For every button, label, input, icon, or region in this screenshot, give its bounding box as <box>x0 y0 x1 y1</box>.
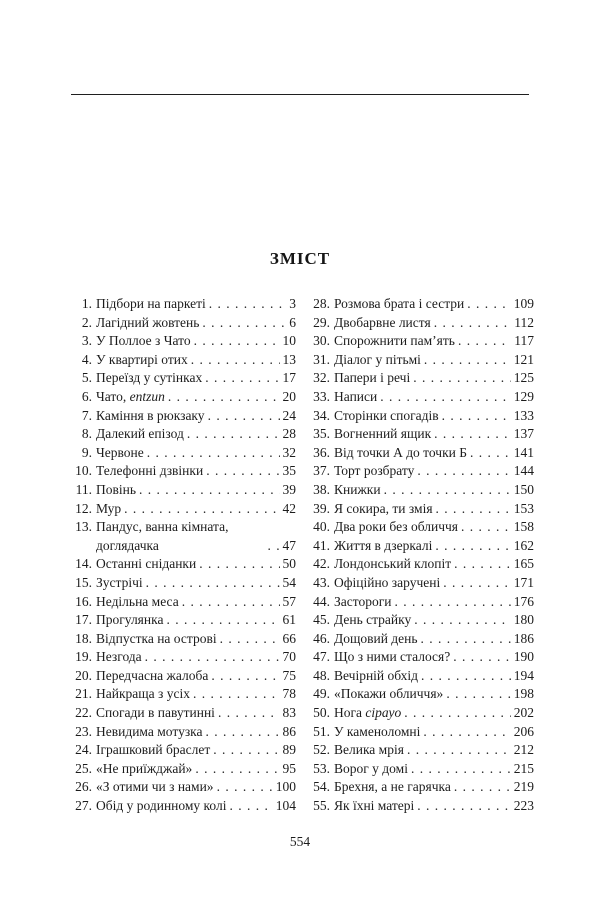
dot-leader <box>145 648 280 667</box>
toc-entry <box>306 388 534 407</box>
toc-entry-page: 133 <box>513 407 534 423</box>
toc-entry-number: 46. <box>313 630 330 646</box>
dot-leader <box>384 481 511 500</box>
toc-entry-number: 24. <box>75 742 92 758</box>
toc-entry-page: 42 <box>282 500 296 516</box>
toc-entry-title: Лондонський клопіт <box>334 556 452 572</box>
toc-entry-title: Недільна меса <box>96 593 179 609</box>
toc-entry <box>68 667 296 686</box>
toc-entry-page: 223 <box>513 798 534 814</box>
toc-entry-title: Брехня, а не гарячка <box>334 779 451 795</box>
toc-column-left <box>68 295 296 816</box>
contents-title: ЗМІСТ <box>269 249 331 268</box>
toc-entry-number: 50. <box>313 705 330 721</box>
toc-entry-number: 22. <box>75 705 92 721</box>
toc-entry <box>68 611 296 630</box>
toc-entry <box>68 295 296 314</box>
toc-entry-number: 7. <box>81 407 92 423</box>
toc-entry <box>68 351 296 370</box>
dot-leader <box>442 407 511 426</box>
toc-entry-page: 28 <box>282 426 296 442</box>
dot-leader <box>139 481 279 500</box>
dot-leader <box>182 593 280 612</box>
toc-entry-page: 61 <box>282 612 296 628</box>
toc-entry-number: 26. <box>75 779 92 795</box>
toc-entry <box>306 500 534 519</box>
toc-entry-title: Я сокира, ти змія <box>334 500 433 516</box>
toc-entry-page: 121 <box>513 351 534 367</box>
toc-entry-page: 70 <box>282 649 296 665</box>
toc-entry-page: 144 <box>513 463 534 479</box>
dot-leader <box>435 537 510 556</box>
toc-entry-number: 35. <box>313 426 330 442</box>
dot-leader <box>423 723 510 742</box>
toc-entry-number: 6. <box>81 388 92 404</box>
toc-entry-number: 38. <box>313 481 330 497</box>
toc-entry-page: 129 <box>513 388 534 404</box>
toc-entry-page: 198 <box>513 686 534 702</box>
toc-entry-page: 10 <box>282 333 296 349</box>
dot-leader <box>470 444 511 463</box>
dot-leader <box>434 425 511 444</box>
toc-entry-page: 39 <box>282 481 296 497</box>
toc-entry-page: 190 <box>513 649 534 665</box>
toc-entry-title: Торт розбрату <box>334 463 415 479</box>
toc-entry-title: «З отими чи з нами» <box>96 779 214 795</box>
toc-entry-page: 112 <box>514 314 534 330</box>
toc-entry-number: 8. <box>81 426 92 442</box>
toc-entry <box>68 741 296 760</box>
dot-leader <box>220 630 280 649</box>
dot-leader <box>199 555 279 574</box>
toc-entry-page: 47 <box>282 537 296 553</box>
toc-entry-title: Підбори на паркеті <box>96 296 206 311</box>
dot-leader <box>166 611 279 630</box>
toc-entry <box>306 667 534 686</box>
toc-entry-number: 31. <box>313 351 330 367</box>
toc-entry-page: 186 <box>513 630 534 646</box>
toc-entry-title: Вечірній обхід <box>334 667 418 683</box>
toc-entry-number: 19. <box>75 649 92 665</box>
toc-entry-number: 20. <box>75 667 92 683</box>
dot-leader <box>467 295 510 314</box>
toc-entry-page: 20 <box>282 388 296 404</box>
toc-entry-title: У Поллое з Чато <box>96 333 191 349</box>
toc-entry-page: 162 <box>513 537 534 553</box>
toc-entry-number: 27. <box>75 798 92 814</box>
dot-leader <box>436 500 511 519</box>
table-of-contents <box>68 295 534 816</box>
toc-entry-number: 37. <box>313 463 330 479</box>
toc-entry <box>306 704 534 723</box>
toc-entry-title: У каменоломні <box>334 723 421 739</box>
dot-leader <box>417 462 510 481</box>
toc-entry-title: Дощовий день <box>334 630 418 646</box>
toc-entry-page: 176 <box>513 593 534 609</box>
dot-leader <box>230 797 273 816</box>
dot-leader <box>206 462 279 481</box>
dot-leader <box>193 685 280 704</box>
toc-entry-number: 30. <box>313 333 330 349</box>
toc-entry-title: Офіційно заручені <box>334 574 441 590</box>
toc-entry-title: Іграшковий браслет <box>96 742 211 758</box>
toc-entry-title: Передчасна жалоба <box>96 667 209 683</box>
toc-entry-page: 78 <box>282 686 296 702</box>
dot-leader <box>407 741 511 760</box>
toc-entry-number: 54. <box>313 779 330 795</box>
toc-entry-page: 66 <box>282 630 296 646</box>
toc-entry-page: 117 <box>514 333 534 349</box>
toc-entry-page: 75 <box>282 667 296 683</box>
dot-leader <box>146 574 280 593</box>
toc-entry <box>68 388 296 407</box>
toc-entry-number: 43. <box>313 574 330 590</box>
dot-leader <box>421 667 511 686</box>
toc-entry-page: 83 <box>282 705 296 721</box>
toc-entry-number: 41. <box>313 537 330 553</box>
toc-entry <box>306 462 534 481</box>
toc-entry-title: Лагідний жовтень <box>96 314 200 330</box>
toc-entry-page: 165 <box>513 556 534 572</box>
toc-entry-title: Два роки без обличчя <box>334 519 459 535</box>
toc-entry <box>306 723 534 742</box>
toc-entry-title: Далекий епізод <box>96 426 184 442</box>
toc-entry <box>68 444 296 463</box>
toc-entry <box>306 778 534 797</box>
toc-entry <box>68 723 296 742</box>
dot-leader <box>424 351 511 370</box>
toc-entry-number: 28. <box>313 296 330 311</box>
toc-entry <box>306 741 534 760</box>
toc-entry-number: 33. <box>313 388 330 404</box>
toc-entry-number: 42. <box>313 556 330 572</box>
dot-leader <box>461 518 511 537</box>
toc-entry-page: 50 <box>282 556 296 572</box>
toc-entry-page: 125 <box>513 370 534 386</box>
toc-entry <box>306 630 534 649</box>
toc-entry-title: «Не приїжджай» <box>96 760 193 776</box>
toc-entry-page: 104 <box>275 798 296 814</box>
toc-entry <box>68 500 296 519</box>
toc-entry-page: 32 <box>282 444 296 460</box>
toc-entry-number: 1. <box>81 296 92 311</box>
toc-entry-title: Пандус, ванна кімната, доглядачка <box>96 519 229 553</box>
dot-leader <box>394 593 510 612</box>
toc-entry-page: 6 <box>289 314 296 330</box>
toc-entry <box>306 332 534 351</box>
toc-entry <box>68 462 296 481</box>
toc-entry-title: Обід у родинному колі <box>96 798 227 814</box>
toc-entry-number: 14. <box>75 556 92 572</box>
toc-entry-page: 171 <box>513 574 534 590</box>
toc-entry-page: 54 <box>282 574 296 590</box>
toc-entry <box>68 314 296 333</box>
toc-entry-number: 45. <box>313 612 330 628</box>
toc-entry-title: Останні сніданки <box>96 556 197 572</box>
toc-entry-title: День страйку <box>334 612 412 628</box>
toc-entry-number: 16. <box>75 593 92 609</box>
toc-entry-title: Зустрічі <box>96 574 143 590</box>
toc-entry-page: 3 <box>289 296 296 311</box>
toc-entry-number: 18. <box>75 630 92 646</box>
dot-leader <box>208 407 280 426</box>
toc-entry-page: 202 <box>513 705 534 721</box>
toc-entry-number: 36. <box>313 444 330 460</box>
toc-entry-number: 49. <box>313 686 330 702</box>
toc-entry-page: 137 <box>513 426 534 442</box>
toc-entry-page: 86 <box>282 723 296 739</box>
toc-entry-number: 13. <box>75 519 92 535</box>
toc-entry-number: 15. <box>75 574 92 590</box>
toc-entry-number: 29. <box>313 314 330 330</box>
toc-entry-title: Незгода <box>96 649 142 665</box>
dot-leader <box>194 332 280 351</box>
toc-entry-title: Чато, entzun <box>96 388 165 404</box>
toc-entry-title: Сторінки спогадів <box>334 407 439 423</box>
toc-entry-page: 194 <box>513 667 534 683</box>
toc-entry-page: 141 <box>513 444 534 460</box>
dot-leader <box>380 388 511 407</box>
toc-entry-title: Папери і речі <box>334 370 411 386</box>
dot-leader <box>453 648 511 667</box>
dot-leader <box>414 611 510 630</box>
toc-entry-number: 3. <box>81 333 92 349</box>
toc-entry-title: Вогненний ящик <box>334 426 432 442</box>
toc-entry-title: Розмова брата і сестри <box>334 296 465 311</box>
dot-leader <box>434 314 512 333</box>
toc-entry-number: 12. <box>75 500 92 516</box>
toc-entry-number: 25. <box>75 760 92 776</box>
dot-leader <box>195 760 279 779</box>
dot-leader <box>187 425 280 444</box>
toc-entry-title: Мур <box>96 500 122 516</box>
dot-leader <box>209 295 286 314</box>
dot-leader <box>454 555 511 574</box>
toc-entry <box>68 369 296 388</box>
dot-leader <box>191 351 280 370</box>
toc-entry <box>306 351 534 370</box>
toc-entry <box>306 593 534 612</box>
toc-entry-title: Телефонні дзвінки <box>96 463 204 479</box>
toc-entry-page: 57 <box>282 593 296 609</box>
toc-entry <box>306 685 534 704</box>
toc-entry-page: 100 <box>275 779 296 795</box>
toc-entry <box>306 407 534 426</box>
toc-entry <box>68 685 296 704</box>
toc-entry <box>68 481 296 500</box>
toc-entry <box>306 537 534 556</box>
toc-entry-number: 53. <box>313 760 330 776</box>
toc-entry-number: 52. <box>313 742 330 758</box>
toc-entry <box>68 574 296 593</box>
toc-entry-page: 219 <box>513 779 534 795</box>
toc-entry <box>306 444 534 463</box>
toc-entry-title: «Покажи обличчя» <box>334 686 444 702</box>
dot-leader <box>124 500 279 519</box>
toc-entry-page: 24 <box>282 407 296 423</box>
toc-entry-number: 5. <box>81 370 92 386</box>
toc-entry <box>68 555 296 574</box>
toc-entry <box>306 797 534 816</box>
dot-leader <box>411 760 511 779</box>
toc-entry <box>306 555 534 574</box>
toc-entry-number: 4. <box>81 351 92 367</box>
toc-entry-number: 44. <box>313 593 330 609</box>
toc-entry <box>68 332 296 351</box>
toc-entry-title: Каміння в рюкзаку <box>96 407 205 423</box>
toc-entry-title: Написи <box>334 388 378 404</box>
dot-leader <box>458 332 511 351</box>
toc-entry <box>68 630 296 649</box>
toc-entry-page: 17 <box>282 370 296 386</box>
toc-entry-title: У квартирі отих <box>96 351 188 367</box>
toc-entry-number: 39. <box>313 500 330 516</box>
toc-entry-number: 17. <box>75 612 92 628</box>
dot-leader <box>217 778 273 797</box>
toc-entry-title: Як їхні матері <box>334 798 415 814</box>
toc-entry-number: 48. <box>313 667 330 683</box>
toc-entry <box>306 295 534 314</box>
toc-entry-number: 34. <box>313 407 330 423</box>
dot-leader <box>211 667 279 686</box>
toc-entry <box>68 797 296 816</box>
toc-entry-number: 40. <box>313 519 330 535</box>
toc-entry-title: Від точки А до точки Б <box>334 444 468 460</box>
top-rule <box>71 94 529 95</box>
toc-entry-page: 35 <box>282 463 296 479</box>
toc-entry-page: 13 <box>282 351 296 367</box>
toc-entry-title: Переїзд у сутінках <box>96 370 203 386</box>
toc-entry <box>306 648 534 667</box>
toc-entry <box>306 314 534 333</box>
toc-entry-title: Книжки <box>334 481 381 497</box>
dot-leader <box>168 388 280 407</box>
dot-leader <box>454 778 511 797</box>
toc-entry <box>68 593 296 612</box>
dot-leader <box>218 704 280 723</box>
toc-entry-number: 23. <box>75 723 92 739</box>
toc-entry-title: Що з ними сталося? <box>334 649 451 665</box>
toc-entry <box>306 574 534 593</box>
toc-column-right <box>306 295 534 816</box>
dot-leader <box>213 741 279 760</box>
dot-leader <box>202 314 286 333</box>
dot-leader <box>421 630 511 649</box>
toc-entry <box>68 425 296 444</box>
page-number: 554 <box>289 834 311 849</box>
toc-entry-title: Ворог у домі <box>334 760 408 776</box>
toc-entry-title: Червоне <box>96 444 144 460</box>
toc-entry-page: 95 <box>282 760 296 776</box>
toc-entry <box>306 481 534 500</box>
dot-leader <box>205 369 279 388</box>
dot-leader <box>147 444 280 463</box>
dot-leader <box>417 797 510 816</box>
toc-entry-page: 158 <box>513 519 534 535</box>
toc-entry-number: 10. <box>75 463 92 479</box>
toc-entry-title: Діалог у пітьмі <box>334 351 421 367</box>
toc-entry-title: Відпустка на острові <box>96 630 217 646</box>
toc-entry-number: 32. <box>313 370 330 386</box>
toc-entry-page: 215 <box>513 760 534 776</box>
dot-leader <box>268 537 280 556</box>
toc-entry <box>68 760 296 779</box>
toc-entry-title: Невидима мотузка <box>96 723 203 739</box>
dot-leader <box>443 574 511 593</box>
toc-entry-page: 212 <box>513 742 534 758</box>
dot-leader <box>446 685 510 704</box>
dot-leader <box>404 704 511 723</box>
toc-entry-number: 55. <box>313 798 330 814</box>
toc-entry-title: Спорожнити пам’ять <box>334 333 455 349</box>
toc-entry <box>68 704 296 723</box>
toc-entry <box>68 778 296 797</box>
toc-entry-title: Нога сірауо <box>334 705 402 721</box>
toc-entry-title: Застороги <box>334 593 392 609</box>
toc-entry-page: 109 <box>513 296 534 311</box>
toc-entry <box>68 407 296 426</box>
toc-entry-title: Прогулянка <box>96 612 164 628</box>
dot-leader <box>206 723 280 742</box>
toc-entry-title: Спогади в павутинні <box>96 705 215 721</box>
toc-entry <box>68 518 296 555</box>
toc-entry-title: Велика мрія <box>334 742 404 758</box>
toc-entry <box>306 425 534 444</box>
toc-entry-title: Повінь <box>96 481 137 497</box>
toc-entry-number: 2. <box>81 314 92 330</box>
toc-entry-page: 89 <box>282 742 296 758</box>
toc-entry <box>306 369 534 388</box>
toc-entry-page: 150 <box>513 481 534 497</box>
toc-entry-title: Двобарвне листя <box>334 314 431 330</box>
toc-entry-number: 47. <box>313 649 330 665</box>
toc-entry-number: 9. <box>81 444 92 460</box>
toc-entry <box>306 518 534 537</box>
toc-entry-page: 180 <box>513 612 534 628</box>
toc-entry-title: Найкраща з усіх <box>96 686 190 702</box>
toc-entry-title: Життя в дзеркалі <box>334 537 433 553</box>
toc-entry-number: 21. <box>75 686 92 702</box>
toc-entry-page: 206 <box>513 723 534 739</box>
toc-entry <box>68 648 296 667</box>
dot-leader <box>413 369 511 388</box>
toc-entry <box>306 611 534 630</box>
toc-entry <box>306 760 534 779</box>
toc-entry-number: 11. <box>75 481 92 497</box>
toc-entry-number: 51. <box>313 723 330 739</box>
toc-entry-page: 153 <box>513 500 534 516</box>
